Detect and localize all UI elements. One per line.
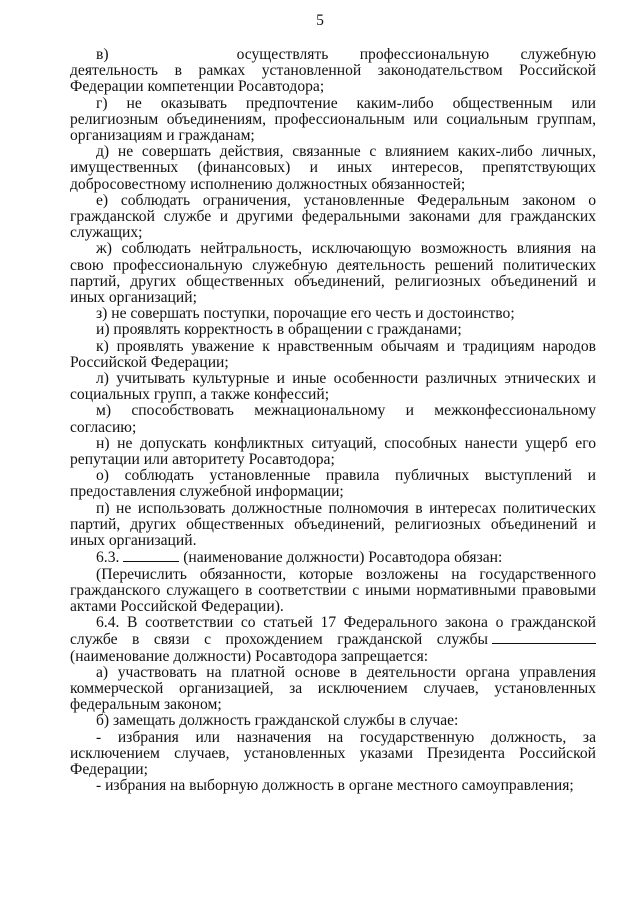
list-item-b: б) замещать должность гражданской службы в случае:	[96, 712, 459, 730]
section-text: (наименование должности) Росавтодора обязан:	[183, 549, 503, 567]
list-item-zh: ж) соблюдать нейтральность, исключающую возможность влияния на свою профессиональную служебную деятельность решений политических партий, других общественных объединений, религиозных объединений и иных организаций;	[70, 240, 596, 307]
list-item-p: п) не использовать должностные полномочия в интересах политических партий, других общественных объединений, религиозных объединений и иных организаций.	[70, 499, 596, 550]
page-number: 5	[316, 12, 324, 29]
list-item-k: к) проявлять уважение к нравственным обычаям и традициям народов Российской Федерации;	[70, 337, 596, 371]
position-blank-line	[492, 631, 596, 644]
list-item-a: а) участвовать на платной основе в деятельности органа управления коммерческой организацией, за исключением случаев, установленных федеральным законом;	[70, 663, 596, 714]
list-item-d: д) не совершать действия, связанные с влиянием каких-либо личных, имущественных (финансовых) и иных интересов, препятствующих добросовестному исполнению должностных обязанностей;	[70, 143, 596, 193]
list-item-dash: - избрания или назначения на государственную должность, за исключением случаев, установленных указами Президента Российской Федерации;	[70, 728, 596, 778]
list-item-dash: - избрания на выборную должность в органе местного самоуправления;	[96, 777, 574, 795]
list-item-z: з) не совершать поступки, порочащие его честь и достоинство;	[96, 305, 515, 323]
section-number: 6.3.	[96, 549, 120, 567]
list-item-l: л) учитывать культурные и иные особенности различных этнических и социальных групп, а также конфессий;	[70, 370, 596, 404]
list-item-v	[70, 47, 596, 96]
list-item-g: г) не оказывать предпочтение каким-либо общественным или религиозным объединениям, профессиональным или социальным группам, организациям и гражданам;	[70, 94, 596, 145]
section-lead: 6.4. В соответствии со статьей 17 Федерального закона о гражданской службе в связи с прохождением гражданской службы	[70, 614, 596, 649]
list-item-o: о) соблюдать установленные правила публичных выступлений и предоставления служебной информации;	[70, 467, 596, 501]
list-item-text: осуществлять профессиональную служебную деятельность в рамках установленной законодательством Российской Федерации компетенции Росавтодора;	[70, 46, 596, 96]
section-6-3-heading	[70, 549, 596, 566]
list-item-i: и) проявлять корректность в обращении с гражданами;	[96, 321, 462, 339]
list-item-n: н) не допускать конфликтных ситуаций, способных нанести ущерб его репутации или авторитету Росавтодора;	[70, 434, 596, 469]
section-tail: (наименование должности) Росавтодора запрещается:	[70, 647, 429, 665]
list-item-letter: в)	[96, 46, 109, 63]
list-item-m: м) способствовать межнациональному и межконфессиональному согласию;	[70, 402, 596, 436]
position-blank-line	[123, 549, 179, 562]
section-6-3-note: (Перечислить обязанности, которые возложены на государственного гражданского служащего в соответствии с иными нормативными правовыми актами Российской Федерации).	[70, 565, 596, 615]
list-item-e: е) соблюдать ограничения, установленные Федеральным законом о гражданской службе и другими федеральными законами для гражданских служащих;	[70, 191, 596, 242]
section-6-4-heading	[70, 615, 596, 665]
document-body	[70, 47, 596, 794]
